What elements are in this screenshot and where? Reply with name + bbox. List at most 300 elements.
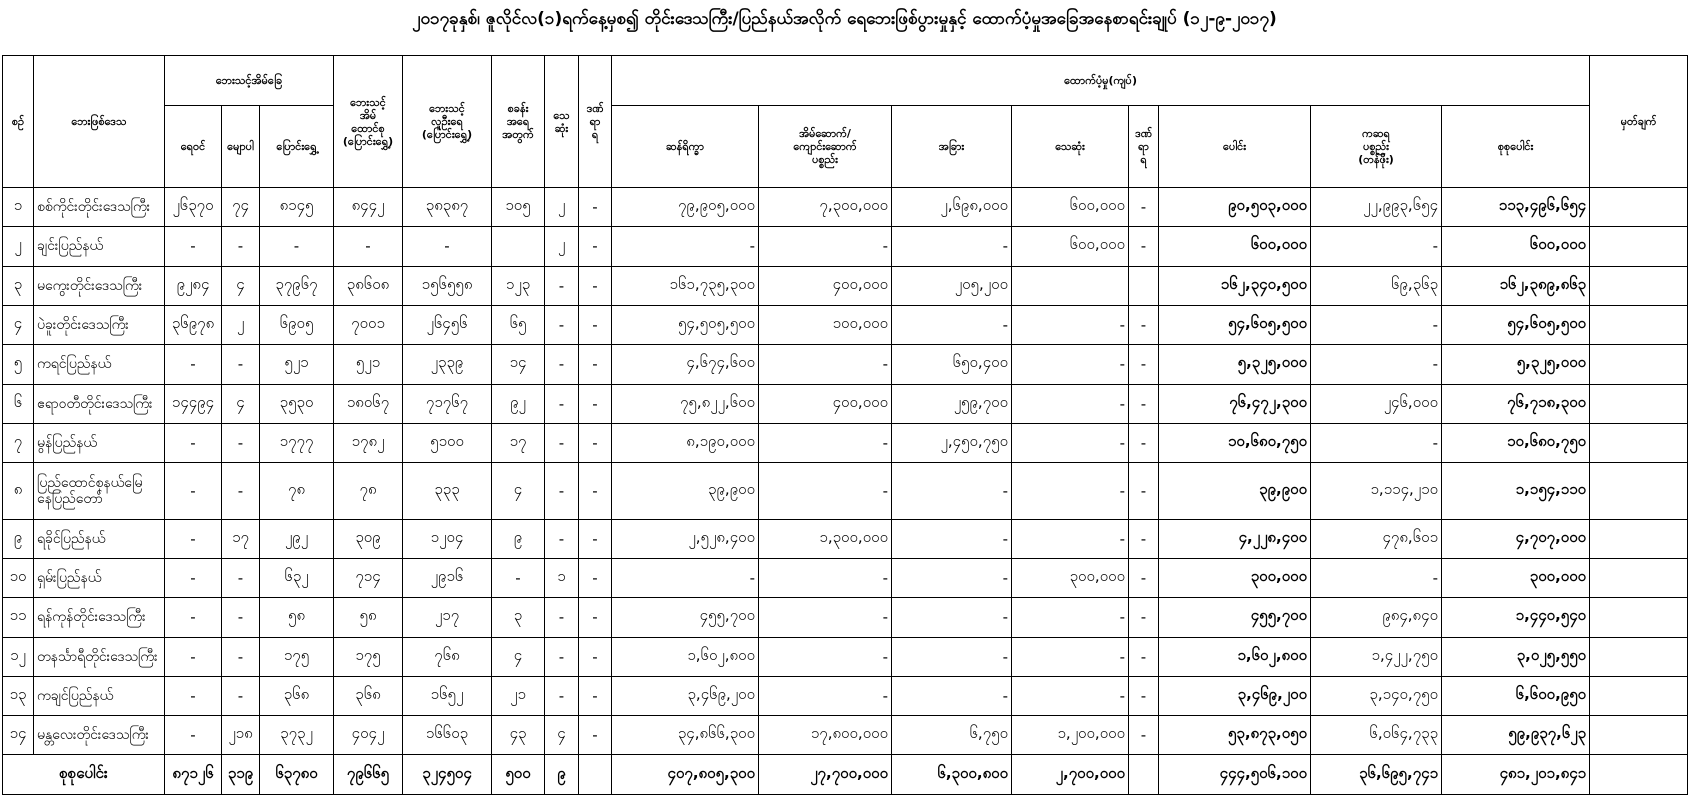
header-in-kind: ကဆရ ပစ္စည်း (တန်ဖိုး) (1311, 106, 1442, 188)
death-aid-cell: ၁,၂၀၀,၀၀၀ (1012, 716, 1129, 755)
in-kind-cell: ၂၄၆,၀၀၀ (1311, 384, 1442, 423)
in-kind-cell: - (1311, 345, 1442, 384)
injured-cell: - (579, 188, 612, 227)
header-affected-people: ဘေးသင့် လူဦးရေ (ပြောင်းရွှေ့) (403, 56, 492, 188)
villages-cell: ၁၄၄၉၄ (165, 384, 222, 423)
affected-houses-cell: ၇၁၄ (334, 558, 403, 597)
camps-cell: ၃ (492, 598, 545, 637)
injury-aid-cell: - (1129, 423, 1159, 462)
villages-cell: - (165, 227, 222, 266)
table-row (3, 227, 1688, 266)
rice-cell: ၄,၆၇၄,၆၀၀ (612, 345, 759, 384)
other-cell: ၂၅၉,၇၀၀ (892, 384, 1012, 423)
other-cell: - (892, 676, 1012, 715)
housing-cell: ၄၀၀,၀၀၀ (759, 384, 892, 423)
table-row (3, 188, 1688, 227)
persons-cell: ၇၈ (260, 463, 334, 519)
injury-aid-cell: - (1129, 558, 1159, 597)
other-cell: - (892, 305, 1012, 344)
persons-cell: - (260, 227, 334, 266)
death-aid-cell: - (1012, 345, 1129, 384)
table-row (3, 519, 1688, 558)
injured-cell: - (579, 305, 612, 344)
villages-cell: - (165, 637, 222, 676)
death-aid-cell: - (1012, 305, 1129, 344)
camps-cell: ၁၄ (492, 345, 545, 384)
region-cell: ရခိုင်ပြည်နယ် (34, 519, 165, 558)
total-cell: ၁၆၂,၃၄၀,၅၀၀ (1159, 266, 1311, 305)
villages-cell: - (165, 558, 222, 597)
in-kind-cell: - (1311, 305, 1442, 344)
table-row (3, 637, 1688, 676)
deaths-cell: - (545, 637, 579, 676)
affected-houses-cell: ၈၄၄၂ (334, 188, 403, 227)
households-cell: - (222, 463, 260, 519)
affected-people-cell: ၂၆၄၅၆ (403, 305, 492, 344)
region-cell: ချင်းပြည်နယ် (34, 227, 165, 266)
injured-cell: - (579, 519, 612, 558)
total-affected-people-cell: ၃၂၄၅၀၄ (403, 755, 492, 795)
other-cell: ၆၅၀,၄၀၀ (892, 345, 1012, 384)
total-row (3, 755, 1688, 795)
deaths-cell: - (545, 423, 579, 462)
other-cell: ၂၀၅,၂၀၀ (892, 266, 1012, 305)
region-cell: စစ်ကိုင်းတိုင်းဒေသကြီး (34, 188, 165, 227)
header-housing: အိမ်ဆောက်/ ကျောင်းဆောက် ပစ္စည်း (759, 106, 892, 188)
remarks-cell (1590, 598, 1688, 637)
region-cell: ရှမ်းပြည်နယ် (34, 558, 165, 597)
remarks-cell (1590, 676, 1688, 715)
region-cell: မွန်ပြည်နယ် (34, 423, 165, 462)
in-kind-cell: ၂၂,၉၉၃,၆၅၄ (1311, 188, 1442, 227)
deaths-cell: - (545, 463, 579, 519)
injury-aid-cell: - (1129, 463, 1159, 519)
header-injured: ဒဏ် ရာ ရ (579, 56, 612, 188)
death-aid-cell: - (1012, 384, 1129, 423)
injured-cell: - (579, 558, 612, 597)
affected-houses-cell: - (334, 227, 403, 266)
affected-houses-cell: ၄၀၄၂ (334, 716, 403, 755)
total-housing-cell: ၂၇,၇၀၀,၀၀၀ (759, 755, 892, 795)
row-number-cell: ၈ (3, 463, 34, 519)
total-other-cell: ၆,၃၀၀,၈၀၀ (892, 755, 1012, 795)
header-row-2 (3, 106, 1688, 188)
households-cell: - (222, 598, 260, 637)
villages-cell: - (165, 716, 222, 755)
row-number-cell: ၁၁ (3, 598, 34, 637)
affected-people-cell: ၅၁၀၀ (403, 423, 492, 462)
households-cell: - (222, 345, 260, 384)
camps-cell: ၉ (492, 519, 545, 558)
villages-cell: - (165, 676, 222, 715)
affected-houses-cell: ၃၀၉ (334, 519, 403, 558)
remarks-cell (1590, 463, 1688, 519)
header-death-aid: သေဆုံး (1012, 106, 1129, 188)
total-persons-cell: ၆၃၇၈၀ (260, 755, 334, 795)
injured-cell: - (579, 266, 612, 305)
villages-cell: - (165, 423, 222, 462)
total-cell: ၃၀၀,၀၀၀ (1159, 558, 1311, 597)
grand-total-cell: ၇၆,၇၁၈,၃၀၀ (1442, 384, 1590, 423)
death-aid-cell (1012, 266, 1129, 305)
total-total-cell: ၄၄၄,၅၀၆,၁၀၀ (1159, 755, 1311, 795)
grand-total-cell: ၁၀,၆၈၀,၇၅၀ (1442, 423, 1590, 462)
rice-cell: ၃၄,၈၆၆,၃၀၀ (612, 716, 759, 755)
remarks-cell (1590, 637, 1688, 676)
other-cell: - (892, 463, 1012, 519)
total-label: စုစုပေါင်း (3, 755, 165, 795)
injured-cell: - (579, 463, 612, 519)
households-cell: ၄ (222, 266, 260, 305)
affected-people-cell: - (403, 227, 492, 266)
header-injury-aid: ဒဏ် ရာ ရ (1129, 106, 1159, 188)
injured-cell: - (579, 676, 612, 715)
housing-cell: - (759, 637, 892, 676)
housing-cell: - (759, 676, 892, 715)
deaths-cell: ၂ (545, 227, 579, 266)
deaths-cell: - (545, 519, 579, 558)
affected-houses-cell: ၇၀၀၁ (334, 305, 403, 344)
affected-people-cell: ၂၁၇ (403, 598, 492, 637)
housing-cell: - (759, 558, 892, 597)
row-number-cell: ၁၄ (3, 716, 34, 755)
in-kind-cell: ၃,၁၄၀,၇၅၀ (1311, 676, 1442, 715)
affected-people-cell: ၃၃၃ (403, 463, 492, 519)
other-cell: - (892, 637, 1012, 676)
persons-cell: ၃၇၃၂ (260, 716, 334, 755)
deaths-cell: - (545, 676, 579, 715)
persons-cell: ၃၅၃၀ (260, 384, 334, 423)
housing-cell: - (759, 423, 892, 462)
camps-cell: ၉၂ (492, 384, 545, 423)
grand-total-cell: ၁၁၃,၄၉၆,၆၅၄ (1442, 188, 1590, 227)
persons-cell: ၂၉၂ (260, 519, 334, 558)
deaths-cell: ၄ (545, 716, 579, 755)
row-number-cell: ၆ (3, 384, 34, 423)
row-number-cell: ၂ (3, 227, 34, 266)
rice-cell: ၈,၁၉၀,၀၀၀ (612, 423, 759, 462)
death-aid-cell: ၆၀၀,၀၀၀ (1012, 227, 1129, 266)
villages-cell: - (165, 463, 222, 519)
other-cell: - (892, 519, 1012, 558)
injury-aid-cell: - (1129, 519, 1159, 558)
camps-cell: - (492, 558, 545, 597)
affected-houses-cell: ၁၇၅ (334, 637, 403, 676)
villages-cell: - (165, 598, 222, 637)
total-cell: ၄,၂၂၈,၄၀၀ (1159, 519, 1311, 558)
deaths-cell: ၂ (545, 188, 579, 227)
header-region: ဘေးဖြစ်ဒေသ (34, 56, 165, 188)
death-aid-cell: - (1012, 598, 1129, 637)
other-cell: - (892, 558, 1012, 597)
persons-cell: ၁၇၅ (260, 637, 334, 676)
in-kind-cell: ၁,၁၁၄,၂၁၀ (1311, 463, 1442, 519)
grand-total-cell: ၄,၇၀၇,၀၀၀ (1442, 519, 1590, 558)
injury-aid-cell: - (1129, 598, 1159, 637)
total-cell: ၇၆,၄၇၂,၃၀၀ (1159, 384, 1311, 423)
region-cell: မန္တလေးတိုင်းဒေသကြီး (34, 716, 165, 755)
total-cell: ၃,၄၆၉,၂၀၀ (1159, 676, 1311, 715)
persons-cell: ၆၉၀၅ (260, 305, 334, 344)
row-number-cell: ၃ (3, 266, 34, 305)
total-affected-houses-cell: ၇၉၆၆၅ (334, 755, 403, 795)
row-number-cell: ၁ (3, 188, 34, 227)
total-in-kind-cell: ၃၆,၆၉၅,၇၄၁ (1311, 755, 1442, 795)
total-remarks-cell (1590, 755, 1688, 795)
remarks-cell (1590, 227, 1688, 266)
deaths-cell: - (545, 598, 579, 637)
deaths-cell: - (545, 305, 579, 344)
grand-total-cell: ၅၄,၆၀၅,၅၀၀ (1442, 305, 1590, 344)
grand-total-cell: ၅,၃၂၅,၀၀၀ (1442, 345, 1590, 384)
grand-total-cell: ၁,၁၅၄,၁၁၀ (1442, 463, 1590, 519)
injured-cell: - (579, 384, 612, 423)
header-affected-houses: ဘေးသင့် အိမ် ထောင်စု (ပြောင်းရွှေ့) (334, 56, 403, 188)
other-cell: - (892, 227, 1012, 266)
total-households-cell: ၃၁၉ (222, 755, 260, 795)
header-total: ပေါင်း (1159, 106, 1311, 188)
region-cell: ပဲခူးတိုင်းဒေသကြီး (34, 305, 165, 344)
in-kind-cell: - (1311, 423, 1442, 462)
total-cell: ၅၃,၈၇၃,၀၅၀ (1159, 716, 1311, 755)
region-cell: ကချင်ပြည်နယ် (34, 676, 165, 715)
persons-cell: ၁၇၇၇ (260, 423, 334, 462)
injury-aid-cell: - (1129, 188, 1159, 227)
persons-cell: ၃၆၈ (260, 676, 334, 715)
rice-cell: ၂,၅၂၈,၄၀၀ (612, 519, 759, 558)
affected-people-cell: ၂၃၃၉ (403, 345, 492, 384)
villages-cell: ၃၆၉၇၈ (165, 305, 222, 344)
other-cell: ၂,၆၉၈,၀၀၀ (892, 188, 1012, 227)
camps-cell: ၁၇ (492, 423, 545, 462)
grand-total-cell: ၁၆၂,၃၈၉,၈၆၃ (1442, 266, 1590, 305)
other-cell: - (892, 598, 1012, 637)
persons-cell: ၅၈ (260, 598, 334, 637)
grand-total-cell: ၆၀၀,၀၀၀ (1442, 227, 1590, 266)
in-kind-cell: ၁,၄၂၂,၇၅၀ (1311, 637, 1442, 676)
death-aid-cell: - (1012, 423, 1129, 462)
affected-houses-cell: ၁၇၈၂ (334, 423, 403, 462)
injury-aid-cell: - (1129, 305, 1159, 344)
persons-cell: ၈၁၄၅ (260, 188, 334, 227)
table-row (3, 676, 1688, 715)
persons-cell: ၃၇၉၆၇ (260, 266, 334, 305)
affected-people-cell: ၂၉၁၆ (403, 558, 492, 597)
households-cell: ၁၇ (222, 519, 260, 558)
remarks-cell (1590, 519, 1688, 558)
villages-cell: - (165, 345, 222, 384)
header-camps: စခန်း အရေ အတွက် (492, 56, 545, 188)
grand-total-cell: ၆,၆၀၀,၉၅၀ (1442, 676, 1590, 715)
affected-people-cell: ၇၆၈ (403, 637, 492, 676)
total-cell: ၅၄,၆၀၅,၅၀၀ (1159, 305, 1311, 344)
villages-cell: ၂၆၃၇၀ (165, 188, 222, 227)
death-aid-cell: ၃၀၀,၀၀၀ (1012, 558, 1129, 597)
affected-people-cell: ၁၂၀၄ (403, 519, 492, 558)
grand-total-cell: ၃,၀၂၅,၅၅၀ (1442, 637, 1590, 676)
camps-cell: ၁၀၅ (492, 188, 545, 227)
housing-cell: - (759, 345, 892, 384)
in-kind-cell: ၆,၀၆၄,၇၃၃ (1311, 716, 1442, 755)
flood-summary-table (2, 55, 1688, 795)
deaths-cell: - (545, 384, 579, 423)
remarks-cell (1590, 266, 1688, 305)
total-grand-total-cell: ၄၈၁,၂၀၁,၈၄၁ (1442, 755, 1590, 795)
remarks-cell (1590, 423, 1688, 462)
housing-cell: ၇,၃၀၀,၀၀၀ (759, 188, 892, 227)
rice-cell: - (612, 558, 759, 597)
in-kind-cell: - (1311, 227, 1442, 266)
total-injury-aid-cell (1129, 755, 1159, 795)
death-aid-cell: - (1012, 676, 1129, 715)
households-cell: - (222, 558, 260, 597)
affected-people-cell: ၁၆၆၀၃ (403, 716, 492, 755)
table-row (3, 716, 1688, 755)
camps-cell: ၄၃ (492, 716, 545, 755)
deaths-cell: - (545, 345, 579, 384)
total-cell: ၆၀၀,၀၀၀ (1159, 227, 1311, 266)
households-cell: ၇၄ (222, 188, 260, 227)
villages-cell: ၉၂၈၄ (165, 266, 222, 305)
table-row (3, 384, 1688, 423)
camps-cell: ၄ (492, 463, 545, 519)
rice-cell: ၁,၆၀၂,၈၀၀ (612, 637, 759, 676)
header-grand-total: စုစုပေါင်း (1442, 106, 1590, 188)
remarks-cell (1590, 345, 1688, 384)
header-villages: ရေဝင် (165, 106, 222, 188)
header-persons: ပြောင်းရွှေ့ (260, 106, 334, 188)
injured-cell: - (579, 227, 612, 266)
households-cell: ၂ (222, 305, 260, 344)
in-kind-cell: ၉၈၄,၈၄၀ (1311, 598, 1442, 637)
camps-cell: ၆၅ (492, 305, 545, 344)
row-number-cell: ၁၂ (3, 637, 34, 676)
households-cell: ၄ (222, 384, 260, 423)
row-number-cell: ၉ (3, 519, 34, 558)
in-kind-cell: ၆၉,၃၆၃ (1311, 266, 1442, 305)
header-disaster-status: ဘေးသင့်အိမ်ခြေ (165, 56, 334, 106)
persons-cell: ၅၂၁ (260, 345, 334, 384)
persons-cell: ၆၃၂ (260, 558, 334, 597)
death-aid-cell: - (1012, 519, 1129, 558)
row-number-cell: ၄ (3, 305, 34, 344)
table-row (3, 463, 1688, 519)
total-cell: ၁၀,၆၈၀,၇၅၀ (1159, 423, 1311, 462)
death-aid-cell: - (1012, 463, 1129, 519)
camps-cell: ၁၂၃ (492, 266, 545, 305)
rice-cell: - (612, 227, 759, 266)
rice-cell: ၃,၄၆၉,၂၀၀ (612, 676, 759, 715)
remarks-cell (1590, 716, 1688, 755)
households-cell: - (222, 423, 260, 462)
header-rice: ဆန်ရိက္ခာ (612, 106, 759, 188)
housing-cell: ၁၇,၈၀၀,၀၀၀ (759, 716, 892, 755)
total-camps-cell: ၅၀၀ (492, 755, 545, 795)
death-aid-cell: ၆၀၀,၀၀၀ (1012, 188, 1129, 227)
affected-people-cell: ၇၁၇၆၇ (403, 384, 492, 423)
region-cell: ရန်ကုန်တိုင်းဒေသကြီး (34, 598, 165, 637)
header-remarks: မှတ်ချက် (1590, 56, 1688, 188)
housing-cell: - (759, 227, 892, 266)
grand-total-cell: ၃၀၀,၀၀၀ (1442, 558, 1590, 597)
rice-cell: ၅၄,၅၀၅,၅၀၀ (612, 305, 759, 344)
affected-houses-cell: ၃၈၆၀၈ (334, 266, 403, 305)
housing-cell: - (759, 598, 892, 637)
villages-cell: - (165, 519, 222, 558)
camps-cell: ၄ (492, 637, 545, 676)
death-aid-cell: - (1012, 637, 1129, 676)
row-number-cell: ၁၃ (3, 676, 34, 715)
table-row (3, 423, 1688, 462)
deaths-cell: ၁ (545, 558, 579, 597)
table-row (3, 345, 1688, 384)
rice-cell: ၃၉,၉၀၀ (612, 463, 759, 519)
injured-cell: - (579, 345, 612, 384)
grand-total-cell: ၅၉,၉၃၇,၆၂၃ (1442, 716, 1590, 755)
row-number-cell: ၁၀ (3, 558, 34, 597)
table-row (3, 558, 1688, 597)
camps-cell (492, 227, 545, 266)
region-cell: တနင်္သာရီတိုင်းဒေသကြီး (34, 637, 165, 676)
injury-aid-cell: - (1129, 676, 1159, 715)
header-row-1 (3, 56, 1688, 106)
table-row (3, 266, 1688, 305)
rice-cell: ၄၅၅,၇၀၀ (612, 598, 759, 637)
camps-cell: ၂၁ (492, 676, 545, 715)
header-households: မျောပါ (222, 106, 260, 188)
affected-houses-cell: ၃၆၈ (334, 676, 403, 715)
total-deaths-cell: ၉ (545, 755, 579, 795)
total-villages-cell: ၈၇၁၂၆ (165, 755, 222, 795)
injury-aid-cell: - (1129, 384, 1159, 423)
total-death-aid-cell: ၂,၇၀၀,၀၀၀ (1012, 755, 1129, 795)
region-cell: မကွေးတိုင်းဒေသကြီး (34, 266, 165, 305)
other-cell: ၆,၇၅၀ (892, 716, 1012, 755)
households-cell: ၂၁၈ (222, 716, 260, 755)
region-cell: ကရင်ပြည်နယ် (34, 345, 165, 384)
grand-total-cell: ၁,၄၄၀,၅၄၀ (1442, 598, 1590, 637)
affected-people-cell: ၃၈၃၈၇ (403, 188, 492, 227)
affected-houses-cell: ၁၈၀၆၇ (334, 384, 403, 423)
injured-cell: - (579, 637, 612, 676)
affected-people-cell: ၁၅၆၅၅၈ (403, 266, 492, 305)
remarks-cell (1590, 558, 1688, 597)
households-cell: - (222, 676, 260, 715)
housing-cell: ၁၀၀,၀၀၀ (759, 305, 892, 344)
rice-cell: ၁၆၁,၇၃၅,၃၀၀ (612, 266, 759, 305)
header-deaths: သေ ဆုံး (545, 56, 579, 188)
total-rice-cell: ၄၀၇,၈၀၅,၃၀၀ (612, 755, 759, 795)
affected-houses-cell: ၇၈ (334, 463, 403, 519)
affected-houses-cell: ၅၈ (334, 598, 403, 637)
table-row (3, 598, 1688, 637)
injury-aid-cell: - (1129, 637, 1159, 676)
deaths-cell: - (545, 266, 579, 305)
injured-cell: - (579, 598, 612, 637)
remarks-cell (1590, 384, 1688, 423)
header-sr: စဉ် (3, 56, 34, 188)
housing-cell: ၁,၃၀၀,၀၀၀ (759, 519, 892, 558)
page-title: ၂၀၁၇ခုနှစ်၊ ဇူလိုင်လ(၁)ရက်နေ့မှစ၍ တိုင်းဒေသကြီး/ပြည်နယ်အလိုက် ရေဘေးဖြစ်ပွားမှုနှင့် ထောက်ပံ့မှုအခြေအနေစာရင်းချုပ် (၁၂-၉-၂၀၁၇) (412, 9, 1277, 29)
table-row (3, 305, 1688, 344)
total-cell: ၅,၃၂၅,၀၀၀ (1159, 345, 1311, 384)
injured-cell: - (579, 423, 612, 462)
injury-aid-cell: - (1129, 716, 1159, 755)
remarks-cell (1590, 188, 1688, 227)
injury-aid-cell: - (1129, 227, 1159, 266)
total-cell: ၄၅၅,၇၀၀ (1159, 598, 1311, 637)
header-other: အခြား (892, 106, 1012, 188)
